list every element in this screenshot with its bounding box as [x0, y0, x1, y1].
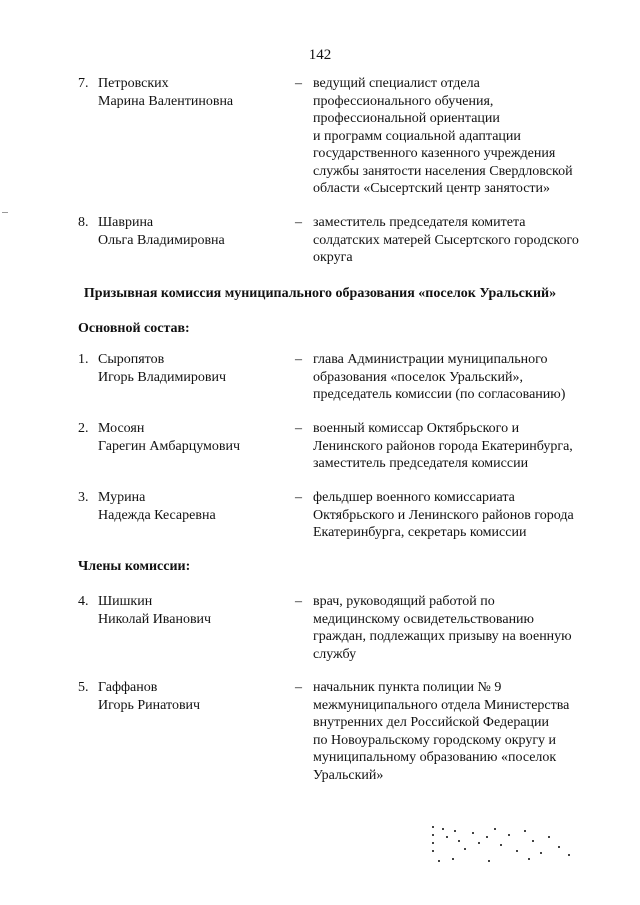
- item-number: 4.: [78, 594, 89, 609]
- surname: Шаврина: [98, 215, 154, 230]
- description-line: муниципальному образованию «поселок: [313, 750, 557, 765]
- position-description: [313, 75, 613, 198]
- position-description: [313, 214, 613, 267]
- description-line: фельдшер военного комиссариата: [313, 490, 515, 505]
- item-number: 1.: [78, 352, 89, 367]
- description-line: службы занятости населения Свердловской: [313, 163, 573, 179]
- given-names: Ольга Владимировна: [98, 232, 225, 248]
- person-name: [98, 351, 226, 386]
- description-line: начальник пункта полиции № 9: [313, 680, 502, 695]
- item-number: 8.: [78, 215, 89, 230]
- dash: –: [295, 594, 302, 609]
- members-heading: Члены комиссии:: [78, 559, 191, 574]
- description-line: ведущий специалист отдела: [313, 76, 480, 91]
- description-line: глава Администрации муниципального: [313, 352, 548, 367]
- dash: –: [295, 352, 302, 367]
- description-line: Уральский»: [313, 767, 384, 783]
- dash: –: [295, 215, 302, 230]
- given-names: Николай Иванович: [98, 611, 212, 627]
- description-line: межмуниципального отдела Министерства: [313, 697, 570, 713]
- description-line: заместитель председателя комитета: [313, 215, 526, 230]
- position-description: [313, 593, 613, 663]
- item-number: 5.: [78, 680, 89, 695]
- commission-heading: Призывная комиссия муниципального образования «поселок Уральский»: [83, 286, 557, 301]
- page-number: 142: [308, 47, 332, 63]
- person-name: [98, 214, 225, 249]
- main-composition-heading: Основной состав:: [78, 321, 190, 336]
- surname: Мурина: [98, 490, 146, 505]
- surname: Мосоян: [98, 421, 145, 436]
- margin-mark: [2, 212, 8, 213]
- given-names: Надежда Кесаревна: [98, 507, 216, 523]
- description-line: профессиональной ориентации: [313, 111, 500, 126]
- position-description: [313, 351, 613, 404]
- position-description: [313, 420, 613, 473]
- description-line: граждан, подлежащих призыву на военную: [313, 629, 572, 644]
- description-line: по Новоуральскому городскому округу и: [313, 732, 557, 748]
- given-names: Марина Валентиновна: [98, 93, 234, 109]
- description-line: Ленинского районов города Екатеринбурга,: [313, 438, 573, 454]
- description-line: солдатских матерей Сысертского городского: [313, 232, 579, 248]
- description-line: медицинскому освидетельствованию: [313, 611, 535, 627]
- description-line: внутренних дел Российской Федерации: [313, 715, 550, 730]
- given-names: Игорь Владимирович: [98, 369, 227, 385]
- surname: Шишкин: [98, 594, 153, 609]
- description-line: врач, руководящий работой по: [313, 594, 495, 609]
- person-name: [98, 420, 240, 455]
- given-names: Гарегин Амбарцумович: [98, 438, 241, 454]
- description-line: заместитель председателя комиссии: [313, 456, 529, 471]
- description-line: области «Сысертский центр занятости»: [313, 181, 551, 196]
- item-number: 2.: [78, 421, 89, 436]
- surname: Сыропятов: [98, 352, 165, 367]
- given-names: Игорь Ринатович: [98, 697, 201, 713]
- surname: Петровских: [98, 76, 169, 91]
- position-description: [313, 489, 613, 542]
- position-description: [313, 679, 613, 784]
- description-line: образования «поселок Уральский»,: [313, 369, 523, 385]
- item-number: 7.: [78, 76, 89, 91]
- description-line: службу: [313, 646, 357, 662]
- person-name: [98, 489, 216, 524]
- description-line: председатель комиссии (по согласованию): [313, 387, 566, 402]
- description-line: государственного казенного учреждения: [313, 146, 556, 161]
- description-line: округа: [313, 250, 353, 265]
- dash: –: [295, 421, 302, 436]
- dash: –: [295, 680, 302, 695]
- person-name: [98, 679, 200, 714]
- description-line: Октябрьского и Ленинского районов города: [313, 507, 574, 523]
- description-line: военный комиссар Октябрьского и: [313, 421, 520, 436]
- person-name: [98, 75, 233, 110]
- description-line: и программ социальной адаптации: [313, 128, 521, 144]
- dash: –: [295, 76, 302, 91]
- surname: Гаффанов: [98, 680, 158, 695]
- item-number: 3.: [78, 490, 89, 505]
- dash: –: [295, 490, 302, 505]
- description-line: Екатеринбурга, секретарь комиссии: [313, 525, 527, 540]
- faint-stamp-mark: [428, 822, 578, 866]
- person-name: [98, 593, 211, 628]
- description-line: профессионального обучения,: [313, 93, 494, 109]
